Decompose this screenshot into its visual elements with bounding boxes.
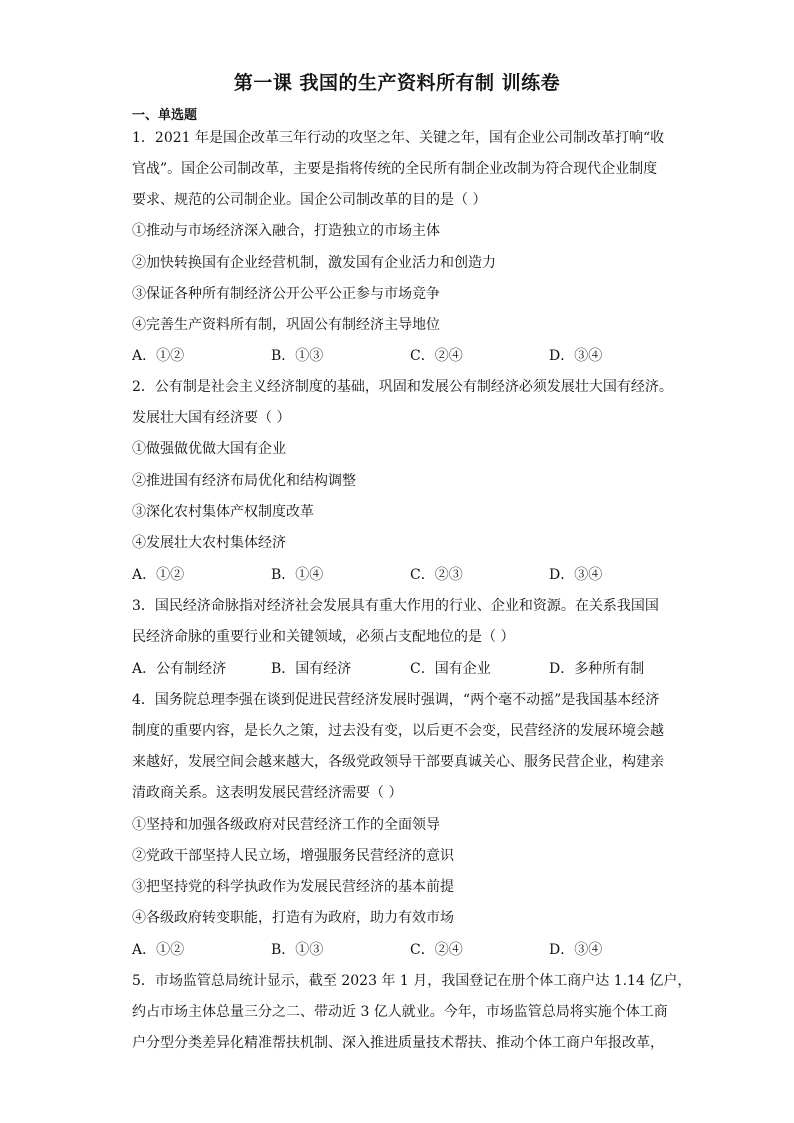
q5-stem-line-2: 约占市场主体总量三分之二、带动近 3 亿人就业。今年，市场监管总局将实施个体工商 — [132, 1004, 668, 1020]
q4-option-c[interactable]: C．②④ — [410, 942, 463, 958]
q4-option-a[interactable]: A．①② — [132, 942, 185, 958]
document-title: 第一课 我国的生产资料所有制 训练卷 — [233, 72, 561, 94]
q2-statement-3: ③深化农村集体产权制度改革 — [132, 504, 314, 520]
q1-statement-2: ②加快转换国有企业经营机制，激发国有企业活力和创造力 — [132, 255, 496, 271]
q4-statement-1: ①坚持和加强各级政府对民营经济工作的全面领导 — [132, 817, 440, 833]
q4-stem-line-4: 清政商关系。这表明发展民营经济需要（ ） — [132, 785, 403, 801]
q2-statement-4: ④发展壮大农村集体经济 — [132, 535, 286, 551]
q3-stem-line-2: 民经济命脉的重要行业和关键领域，必须占支配地位的是（ ） — [132, 629, 515, 645]
q4-option-b[interactable]: B．①③ — [271, 942, 324, 958]
q3-stem-line-1: 3．国民经济命脉指对经济社会发展具有重大作用的行业、企业和资源。在关系我国国 — [132, 598, 659, 614]
q4-option-d[interactable]: D．③④ — [549, 942, 603, 958]
q4-stem-line-2: 制度的重要内容，是长久之策，过去没有变，以后更不会变，民营经济的发展环境会越 — [132, 723, 664, 739]
q2-stem-line-2: 发展壮大国有经济要（ ） — [132, 410, 291, 426]
q1-statement-3: ③保证各种所有制经济公开公平公正参与市场竞争 — [132, 286, 440, 302]
q1-option-b[interactable]: B．①③ — [271, 348, 324, 364]
q2-stem-line-1: 2．公有制是社会主义经济制度的基础，巩固和发展公有制经济必须发展壮大国有经济。 — [132, 379, 673, 395]
q4-stem-line-3: 来越好，发展空间会越来越大，各级党政领导干部要真诚关心、服务民营企业，构建亲 — [132, 754, 664, 770]
q1-option-d[interactable]: D．③④ — [549, 348, 603, 364]
q2-statement-2: ②推进国有经济布局优化和结构调整 — [132, 473, 356, 489]
q4-statement-4: ④各级政府转变职能，打造有为政府，助力有效市场 — [132, 910, 454, 926]
q5-stem-line-1: 5．市场监管总局统计显示，截至 2023 年 1 月，我国登记在册个体工商户达 1.14 亿户， — [132, 973, 692, 989]
q1-option-a[interactable]: A．①② — [132, 348, 185, 364]
q2-option-c[interactable]: C．②③ — [410, 567, 463, 583]
q1-statement-1: ①推动与市场经济深入融合，打造独立的市场主体 — [132, 223, 440, 239]
q4-statement-3: ③把坚持党的科学执政作为发展民营经济的基本前提 — [132, 879, 454, 895]
q3-option-b[interactable]: B．国有经济 — [271, 661, 352, 677]
q3-option-a[interactable]: A．公有制经济 — [132, 661, 227, 677]
q3-option-d[interactable]: D．多种所有制 — [549, 661, 645, 677]
q2-statement-1: ①做强做优做大国有企业 — [132, 441, 286, 457]
q5-stem-line-3: 户分型分类差异化精准帮扶机制、深入推进质量技术帮扶、推动个体工商户年报改革， — [132, 1035, 664, 1051]
q2-option-b[interactable]: B．①④ — [271, 567, 324, 583]
q2-option-a[interactable]: A．①② — [132, 567, 185, 583]
q3-option-c[interactable]: C．国有企业 — [410, 661, 491, 677]
q1-stem-line-2: 官战”。国企公司制改革，主要是指将传统的全民所有制企业改制为符合现代企业制度 — [132, 161, 658, 177]
q2-option-d[interactable]: D．③④ — [549, 567, 603, 583]
q1-option-c[interactable]: C．②④ — [410, 348, 463, 364]
q1-stem-line-3: 要求、规范的公司制企业。国企公司制改革的目的是（ ） — [132, 192, 487, 208]
q1-stem-line-1: 1．2021 年是国企改革三年行动的攻坚之年、关键之年，国有企业公司制改革打响“收 — [132, 130, 665, 146]
q4-stem-line-1: 4．国务院总理李强在谈到促进民营经济发展时强调，“两个毫不动摇”是我国基本经济 — [132, 692, 660, 708]
q4-statement-2: ②党政干部坚持人民立场，增强服务民营经济的意识 — [132, 848, 454, 864]
q1-statement-4: ④完善生产资料所有制，巩固公有制经济主导地位 — [132, 317, 440, 333]
section-heading: 一、单选题 — [132, 108, 198, 123]
